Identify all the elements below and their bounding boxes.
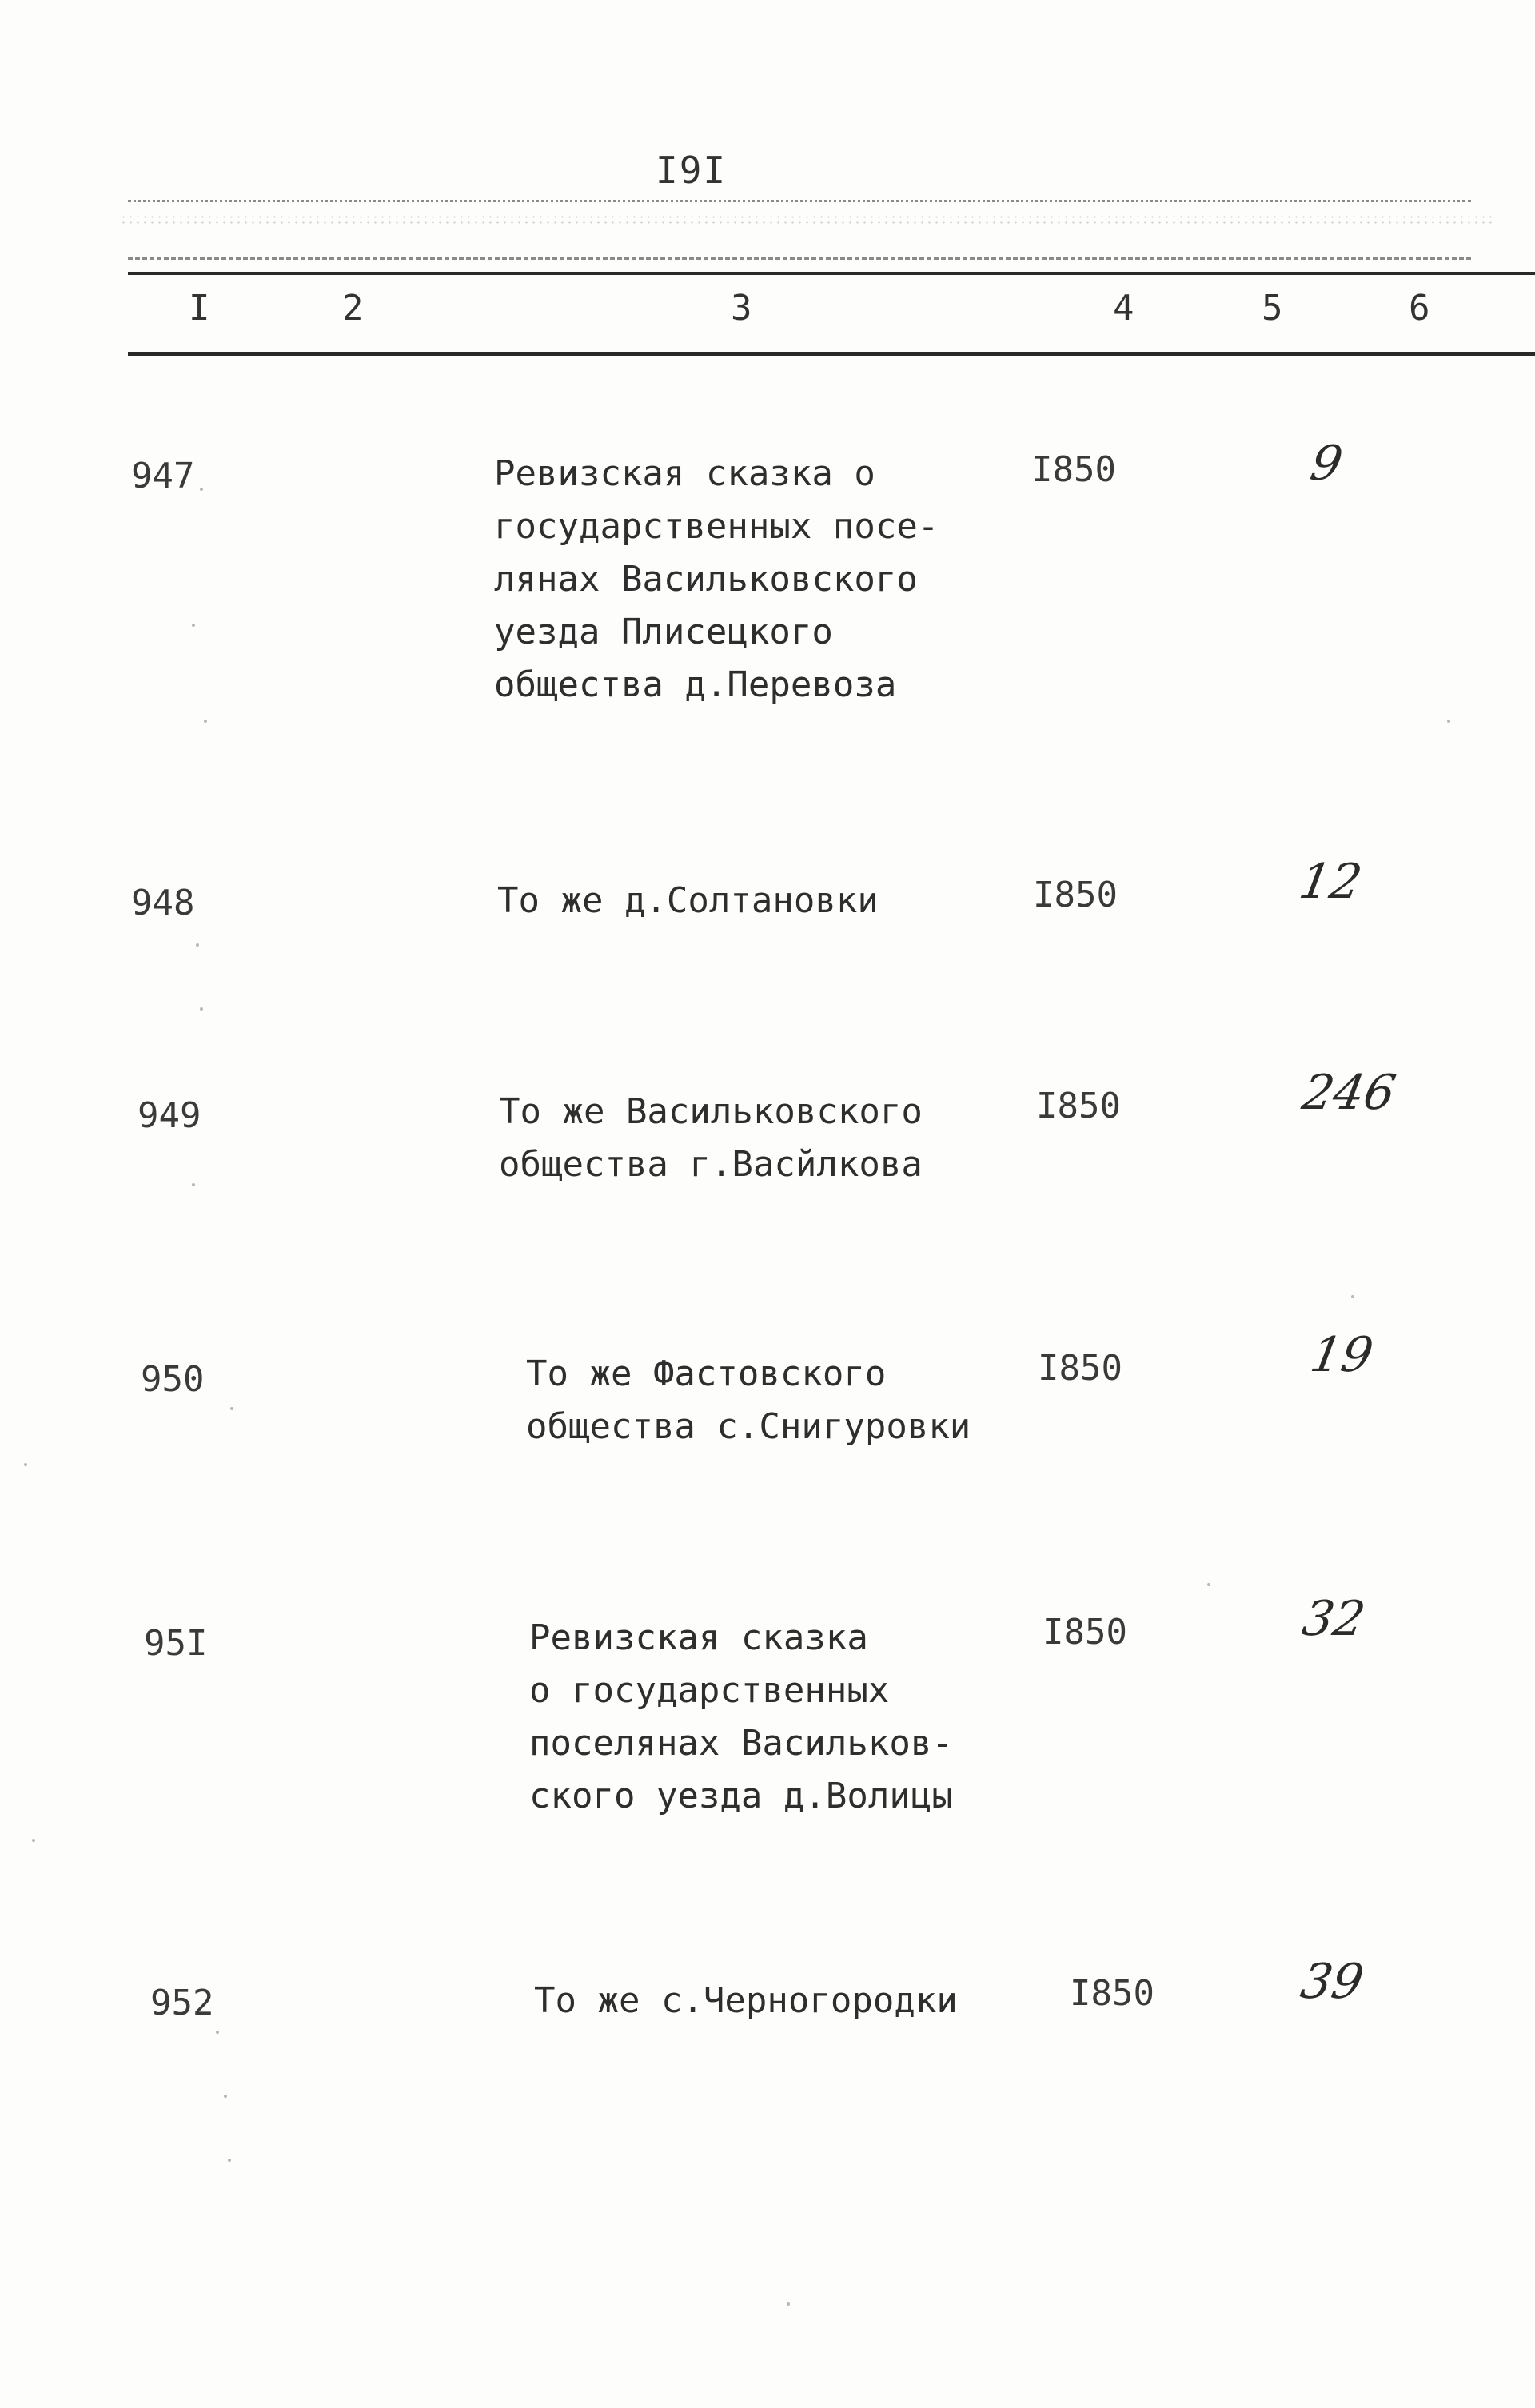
entry-951-sheet-count: 32 [1298, 1591, 1370, 1647]
scan-speck [196, 943, 199, 947]
entry-947-line: лянах Васильковского [494, 559, 918, 600]
scan-speck [204, 720, 207, 723]
scan-speck [230, 1407, 233, 1410]
entry-947-number: 947 [131, 456, 195, 496]
entry-951-number: 95I [144, 1623, 208, 1664]
entry-949-line: общества г.Васйлкова [499, 1144, 923, 1185]
scan-speck [192, 1183, 195, 1186]
scan-speck [787, 2302, 790, 2306]
scan-speck [216, 2031, 219, 2034]
column-header-3: 3 [731, 288, 752, 329]
entry-952-year: I850 [1070, 1973, 1154, 2014]
entry-948-sheet-count: 12 [1294, 854, 1366, 910]
column-header-5: 5 [1262, 288, 1283, 329]
entry-950-number: 950 [141, 1359, 205, 1400]
entry-950-line: общества с.Снигуровки [526, 1406, 971, 1447]
header-top-rule [128, 272, 1535, 275]
scan-speck [1351, 1295, 1354, 1298]
entry-949-number: 949 [138, 1095, 201, 1136]
entry-951-line: поселянах Васильков- [529, 1723, 953, 1764]
header-bottom-rule [128, 352, 1535, 356]
page-number: I9I [656, 149, 728, 192]
entry-950-line: То же Фастовского [526, 1354, 887, 1394]
entry-952-sheet-count: 39 [1296, 1954, 1368, 2010]
column-header-1: I [189, 288, 210, 329]
entry-949-line: То же Васильковского [499, 1091, 923, 1132]
entry-951-line: о государственных [529, 1670, 890, 1711]
header-dotted-rule-lower [128, 257, 1471, 260]
scan-speck [1447, 720, 1450, 723]
column-header-6: 6 [1409, 288, 1430, 329]
entry-948-number: 948 [131, 883, 195, 923]
entry-948-line: То же д.Солтановки [497, 880, 879, 921]
entry-950-sheet-count: 19 [1306, 1327, 1378, 1383]
entry-951-year: I850 [1043, 1612, 1127, 1653]
entry-947-sheet-count: 9 [1306, 436, 1347, 492]
column-header-2: 2 [342, 288, 364, 329]
scan-speck [192, 624, 195, 627]
entry-951-line: ского уезда д.Волицы [529, 1776, 953, 1816]
scan-speck [200, 1007, 203, 1011]
scan-speck [24, 1463, 27, 1466]
scan-speck [200, 488, 203, 491]
entry-947-line: общества д.Перевоза [494, 664, 897, 705]
entry-947-line: Ревизская сказка о [494, 453, 875, 494]
entry-952-number: 952 [150, 1983, 214, 2023]
entry-949-year: I850 [1036, 1086, 1121, 1126]
column-header-4: 4 [1113, 288, 1134, 329]
scan-speck [224, 2095, 227, 2098]
scan-speck [1207, 1583, 1210, 1586]
entry-947-year: I850 [1031, 449, 1116, 490]
entry-949-sheet-count: 246 [1298, 1065, 1400, 1121]
header-dotted-rule [128, 200, 1471, 202]
entry-948-year: I850 [1033, 875, 1118, 915]
entry-947-line: уезда Плисецкого [494, 612, 833, 652]
header-noise-rule [120, 214, 1495, 227]
entry-952-line: То же с.Черногородки [534, 1980, 958, 2021]
entry-950-year: I850 [1038, 1348, 1122, 1389]
entry-951-line: Ревизская сказка [529, 1617, 868, 1658]
entry-947-line: государственных посе- [494, 506, 939, 547]
scan-speck [228, 2159, 231, 2162]
scan-speck [32, 1839, 35, 1842]
